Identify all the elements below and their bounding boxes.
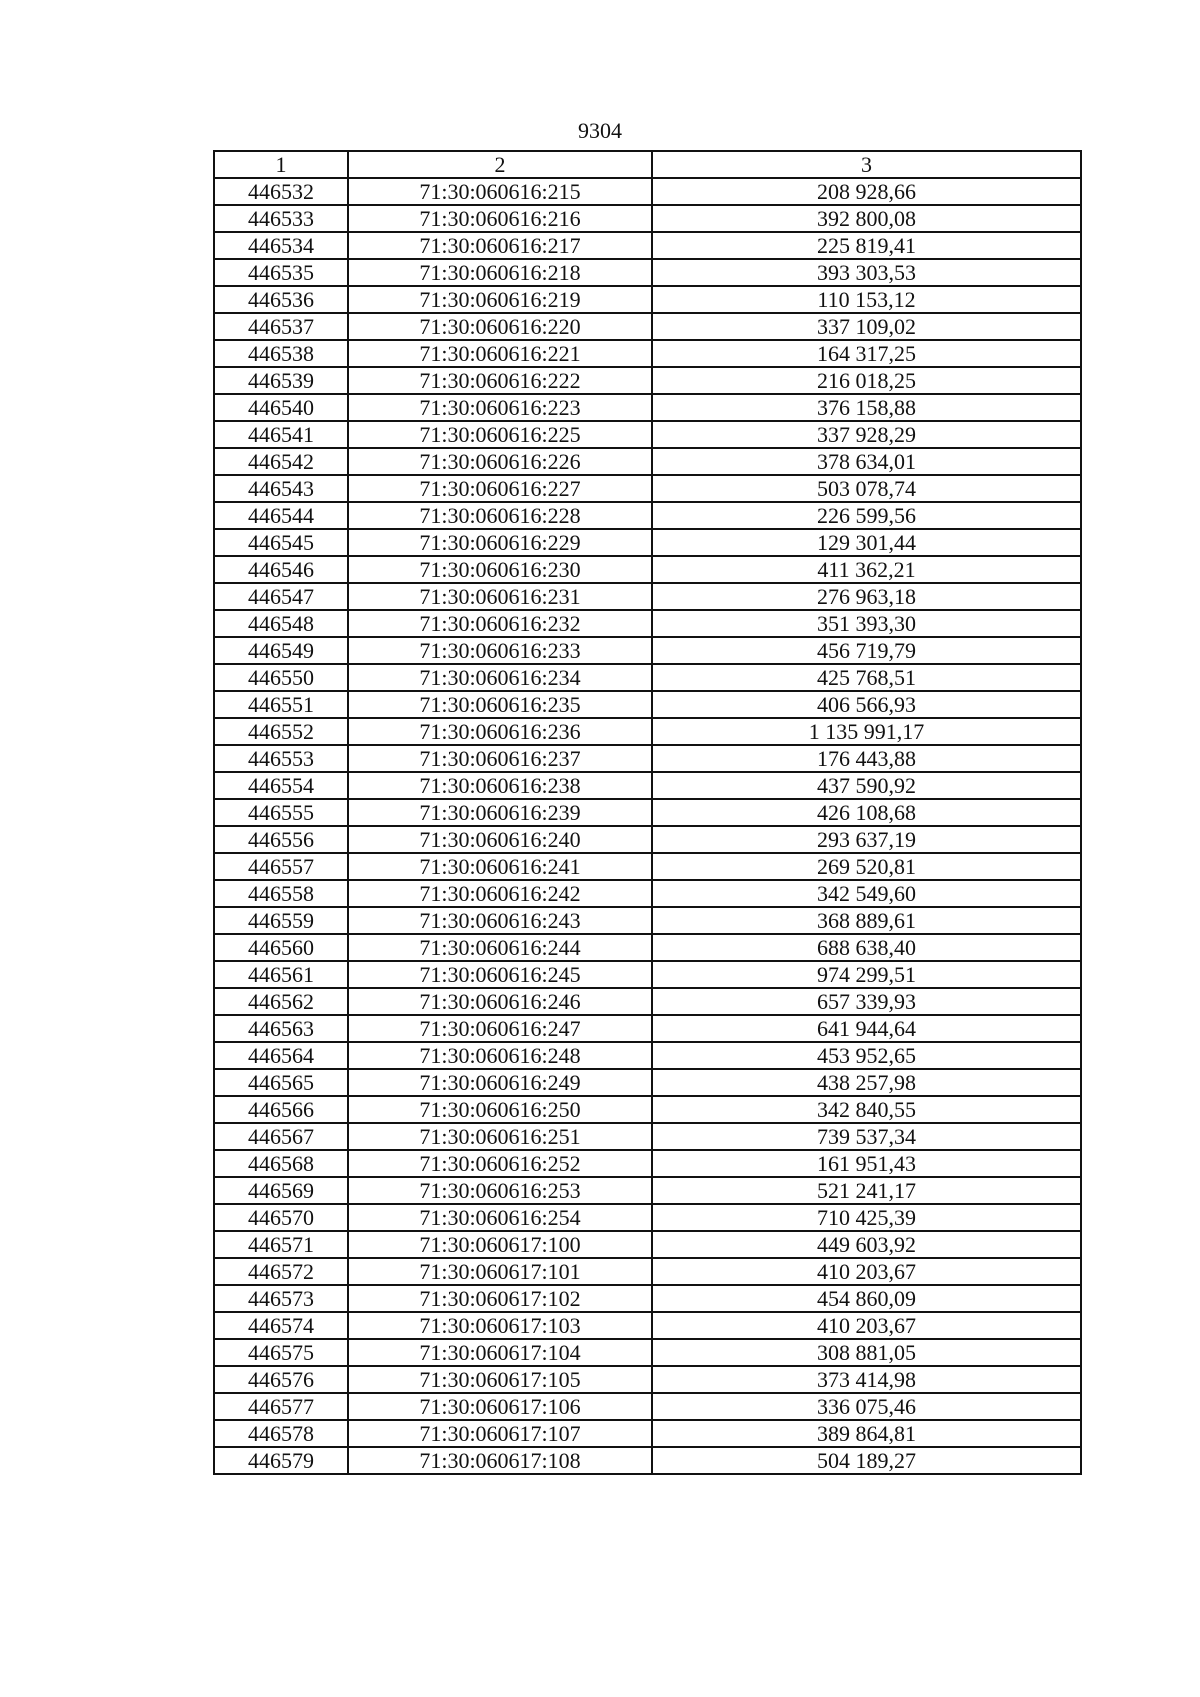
table-row [214,556,1081,583]
table-row [214,961,1081,988]
table-row [214,745,1081,772]
row-number-cell: 446556 [214,826,348,853]
row-number-cell: 446548 [214,610,348,637]
table-row [214,205,1081,232]
cadastral-number-cell: 71:30:060616:226 [348,448,652,475]
row-number-cell: 446574 [214,1312,348,1339]
row-number-cell: 446555 [214,799,348,826]
table-row [214,259,1081,286]
table-row [214,907,1081,934]
table-row [214,1339,1081,1366]
cadastral-number-cell: 71:30:060616:253 [348,1177,652,1204]
table-row [214,1204,1081,1231]
cadastral-number-cell: 71:30:060616:249 [348,1069,652,1096]
cadastral-number-cell: 71:30:060616:240 [348,826,652,853]
value-cell: 974 299,51 [652,961,1081,988]
table-row [214,799,1081,826]
cadastral-number-cell: 71:30:060616:250 [348,1096,652,1123]
table-row [214,1177,1081,1204]
table-header [214,151,1081,178]
cadastral-number-cell: 71:30:060616:215 [348,178,652,205]
row-number-cell: 446540 [214,394,348,421]
cadastral-number-cell: 71:30:060617:106 [348,1393,652,1420]
cadastral-number-cell: 71:30:060616:247 [348,1015,652,1042]
row-number-cell: 446562 [214,988,348,1015]
table-row [214,1015,1081,1042]
value-cell: 337 109,02 [652,313,1081,340]
table-row [214,988,1081,1015]
row-number-cell: 446579 [214,1447,348,1474]
table-row [214,934,1081,961]
value-cell: 504 189,27 [652,1447,1081,1474]
value-cell: 226 599,56 [652,502,1081,529]
row-number-cell: 446534 [214,232,348,259]
cadastral-number-cell: 71:30:060616:245 [348,961,652,988]
value-cell: 641 944,64 [652,1015,1081,1042]
cadastral-number-cell: 71:30:060616:235 [348,691,652,718]
table-row [214,394,1081,421]
table-body [214,178,1081,1474]
cadastral-number-cell: 71:30:060617:104 [348,1339,652,1366]
value-cell: 276 963,18 [652,583,1081,610]
row-number-cell: 446554 [214,772,348,799]
row-number-cell: 446539 [214,367,348,394]
cadastral-number-cell: 71:30:060617:107 [348,1420,652,1447]
table-row [214,853,1081,880]
value-cell: 389 864,81 [652,1420,1081,1447]
cadastral-number-cell: 71:30:060617:100 [348,1231,652,1258]
value-cell: 342 840,55 [652,1096,1081,1123]
row-number-cell: 446573 [214,1285,348,1312]
row-number-cell: 446533 [214,205,348,232]
cadastral-number-cell: 71:30:060616:223 [348,394,652,421]
table-row [214,286,1081,313]
table-row [214,475,1081,502]
table-row [214,1447,1081,1474]
row-number-cell: 446532 [214,178,348,205]
table-row [214,502,1081,529]
cadastral-number-cell: 71:30:060616:228 [348,502,652,529]
table-row [214,232,1081,259]
row-number-cell: 446567 [214,1123,348,1150]
value-cell: 453 952,65 [652,1042,1081,1069]
value-cell: 129 301,44 [652,529,1081,556]
row-number-cell: 446546 [214,556,348,583]
row-number-cell: 446563 [214,1015,348,1042]
row-number-cell: 446559 [214,907,348,934]
row-number-cell: 446566 [214,1096,348,1123]
row-number-cell: 446545 [214,529,348,556]
cadastral-number-cell: 71:30:060616:234 [348,664,652,691]
value-cell: 688 638,40 [652,934,1081,961]
value-cell: 176 443,88 [652,745,1081,772]
cadastral-number-cell: 71:30:060616:231 [348,583,652,610]
row-number-cell: 446537 [214,313,348,340]
row-number-cell: 446565 [214,1069,348,1096]
table-row [214,1312,1081,1339]
table-row [214,1420,1081,1447]
cadastral-number-cell: 71:30:060617:108 [348,1447,652,1474]
table-row [214,1069,1081,1096]
column-header-1: 1 [214,151,348,178]
table-row [214,1150,1081,1177]
value-cell: 342 549,60 [652,880,1081,907]
cadastral-number-cell: 71:30:060616:242 [348,880,652,907]
value-cell: 410 203,67 [652,1312,1081,1339]
table-row [214,421,1081,448]
value-cell: 308 881,05 [652,1339,1081,1366]
table-row [214,880,1081,907]
row-number-cell: 446550 [214,664,348,691]
value-cell: 710 425,39 [652,1204,1081,1231]
row-number-cell: 446541 [214,421,348,448]
row-number-cell: 446557 [214,853,348,880]
row-number-cell: 446577 [214,1393,348,1420]
row-number-cell: 446568 [214,1150,348,1177]
table-row [214,772,1081,799]
table-row [214,718,1081,745]
table-row [214,637,1081,664]
value-cell: 438 257,98 [652,1069,1081,1096]
value-cell: 225 819,41 [652,232,1081,259]
row-number-cell: 446570 [214,1204,348,1231]
value-cell: 1 135 991,17 [652,718,1081,745]
cadastral-number-cell: 71:30:060616:230 [348,556,652,583]
value-cell: 503 078,74 [652,475,1081,502]
value-cell: 351 393,30 [652,610,1081,637]
value-cell: 521 241,17 [652,1177,1081,1204]
table-row [214,664,1081,691]
cadastral-number-cell: 71:30:060616:238 [348,772,652,799]
row-number-cell: 446552 [214,718,348,745]
cadastral-number-cell: 71:30:060616:239 [348,799,652,826]
value-cell: 411 362,21 [652,556,1081,583]
value-cell: 293 637,19 [652,826,1081,853]
table-row [214,1285,1081,1312]
cadastral-number-cell: 71:30:060616:251 [348,1123,652,1150]
cadastral-number-cell: 71:30:060616:254 [348,1204,652,1231]
row-number-cell: 446576 [214,1366,348,1393]
row-number-cell: 446572 [214,1258,348,1285]
cadastral-number-cell: 71:30:060616:232 [348,610,652,637]
row-number-cell: 446544 [214,502,348,529]
cadastral-number-cell: 71:30:060616:221 [348,340,652,367]
cadastral-number-cell: 71:30:060616:241 [348,853,652,880]
row-number-cell: 446536 [214,286,348,313]
cadastral-number-cell: 71:30:060617:103 [348,1312,652,1339]
cadastral-number-cell: 71:30:060616:222 [348,367,652,394]
cadastral-number-cell: 71:30:060616:225 [348,421,652,448]
cadastral-number-cell: 71:30:060617:102 [348,1285,652,1312]
row-number-cell: 446551 [214,691,348,718]
row-number-cell: 446558 [214,880,348,907]
table-row [214,367,1081,394]
value-cell: 425 768,51 [652,664,1081,691]
value-cell: 406 566,93 [652,691,1081,718]
value-cell: 161 951,43 [652,1150,1081,1177]
table-row [214,529,1081,556]
table-row [214,826,1081,853]
value-cell: 426 108,68 [652,799,1081,826]
value-cell: 449 603,92 [652,1231,1081,1258]
column-header-2: 2 [348,151,652,178]
value-cell: 208 928,66 [652,178,1081,205]
table-row [214,448,1081,475]
value-cell: 110 153,12 [652,286,1081,313]
row-number-cell: 446564 [214,1042,348,1069]
value-cell: 393 303,53 [652,259,1081,286]
cadastral-number-cell: 71:30:060616:218 [348,259,652,286]
row-number-cell: 446561 [214,961,348,988]
table-row [214,1366,1081,1393]
row-number-cell: 446571 [214,1231,348,1258]
cadastral-number-cell: 71:30:060616:243 [348,907,652,934]
table-row [214,1123,1081,1150]
row-number-cell: 446560 [214,934,348,961]
cadastral-number-cell: 71:30:060616:248 [348,1042,652,1069]
value-cell: 378 634,01 [652,448,1081,475]
cadastral-number-cell: 71:30:060616:229 [348,529,652,556]
value-cell: 337 928,29 [652,421,1081,448]
cadastral-number-cell: 71:30:060616:236 [348,718,652,745]
value-cell: 739 537,34 [652,1123,1081,1150]
row-number-cell: 446543 [214,475,348,502]
cadastral-number-cell: 71:30:060616:217 [348,232,652,259]
value-cell: 410 203,67 [652,1258,1081,1285]
column-header-3: 3 [652,151,1081,178]
table-row [214,1258,1081,1285]
value-cell: 437 590,92 [652,772,1081,799]
value-cell: 164 317,25 [652,340,1081,367]
cadastral-number-cell: 71:30:060616:219 [348,286,652,313]
cadastral-number-cell: 71:30:060616:216 [348,205,652,232]
value-cell: 216 018,25 [652,367,1081,394]
registry-table [213,150,1082,1475]
row-number-cell: 446569 [214,1177,348,1204]
cadastral-number-cell: 71:30:060616:233 [348,637,652,664]
row-number-cell: 446549 [214,637,348,664]
table-row [214,691,1081,718]
value-cell: 657 339,93 [652,988,1081,1015]
table-row [214,1096,1081,1123]
table-row [214,340,1081,367]
cadastral-number-cell: 71:30:060616:237 [348,745,652,772]
table-row [214,583,1081,610]
page-number: 9304 [578,118,622,143]
row-number-cell: 446535 [214,259,348,286]
row-number-cell: 446538 [214,340,348,367]
cadastral-number-cell: 71:30:060617:105 [348,1366,652,1393]
cadastral-number-cell: 71:30:060616:246 [348,988,652,1015]
table-row [214,1231,1081,1258]
cadastral-number-cell: 71:30:060616:252 [348,1150,652,1177]
row-number-cell: 446578 [214,1420,348,1447]
cadastral-number-cell: 71:30:060616:227 [348,475,652,502]
value-cell: 336 075,46 [652,1393,1081,1420]
value-cell: 269 520,81 [652,853,1081,880]
cadastral-number-cell: 71:30:060616:220 [348,313,652,340]
cadastral-number-cell: 71:30:060617:101 [348,1258,652,1285]
cadastral-number-cell: 71:30:060616:244 [348,934,652,961]
value-cell: 368 889,61 [652,907,1081,934]
table-row [214,1042,1081,1069]
table-row [214,313,1081,340]
value-cell: 392 800,08 [652,205,1081,232]
table-row [214,1393,1081,1420]
value-cell: 376 158,88 [652,394,1081,421]
table-row [214,610,1081,637]
row-number-cell: 446542 [214,448,348,475]
value-cell: 373 414,98 [652,1366,1081,1393]
value-cell: 456 719,79 [652,637,1081,664]
row-number-cell: 446575 [214,1339,348,1366]
header-row [214,151,1081,178]
value-cell: 454 860,09 [652,1285,1081,1312]
table-row [214,178,1081,205]
row-number-cell: 446553 [214,745,348,772]
row-number-cell: 446547 [214,583,348,610]
